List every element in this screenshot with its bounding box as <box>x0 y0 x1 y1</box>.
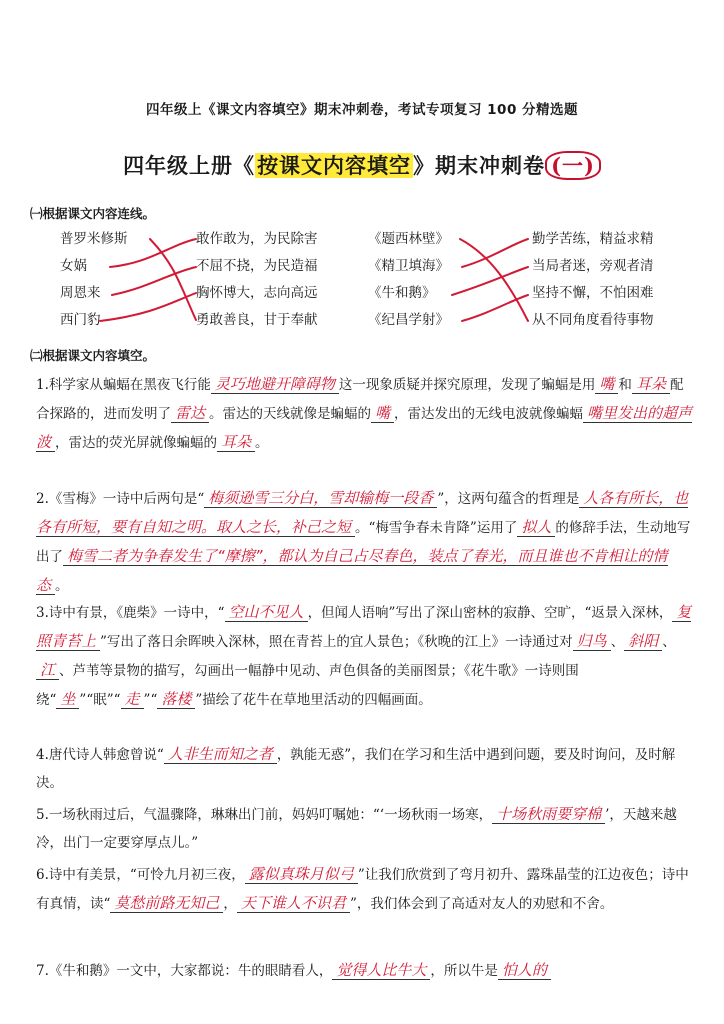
q-text: 2.《雪梅》一诗中后两句是“ <box>36 491 205 507</box>
question-6 <box>36 860 696 918</box>
q-text: ”描绘了花牛在草地里活动的四幅画面。 <box>195 692 432 708</box>
document-header: 四年级上《课文内容填空》期末冲刺卷，考试专项复习 100 分精选题 <box>145 102 579 118</box>
q-text: ”“眠”“ <box>79 692 121 708</box>
question-4 <box>36 740 696 797</box>
answer-blank[interactable]: 空山不见人 <box>225 603 308 622</box>
answer-blank[interactable]: 人各有所长，也各有所短，要有自知之明。取人之长，补己之短 <box>36 489 689 536</box>
list-item: 女娲 <box>60 258 87 274</box>
q-text: ，但闻人语响”写出了深山密林的寂静、空旷，“返景入深林， <box>307 605 673 621</box>
answer-blank[interactable]: 嘴 <box>595 375 618 394</box>
q-text: 7.《牛和鹅》一文中，大家都说：牛的眼睛看人， <box>36 963 333 979</box>
q-text: 、 <box>610 634 625 650</box>
answer-blank[interactable]: 嘴里发出的超声波 <box>36 404 693 451</box>
answer-blank[interactable]: 归鸟 <box>573 632 611 651</box>
title-highlight: 按课文内容填空 <box>257 153 412 178</box>
answer-blank[interactable]: 梅雪二者为争春发生了“摩擦”，都认为自己占尽春色，装点了春光，而且谁也不肯相让的情态 <box>36 547 668 594</box>
q-text: ，孰能无惑”，我们在学习和生活中遇到问题，要及时询问，及时解决。 <box>36 747 676 791</box>
list-item: 坚持不懈，不怕困难 <box>532 285 654 301</box>
match-line <box>452 267 528 295</box>
answer-blank[interactable]: 江 <box>36 661 59 680</box>
answer-blank[interactable]: 灵巧地避开障碍物 <box>211 375 339 394</box>
title-middle: 》期末冲刺卷 <box>413 153 546 178</box>
right-traits <box>532 226 654 334</box>
q-text: ”，这两句蕴含的哲理是 <box>437 491 580 507</box>
question-3 <box>36 598 696 714</box>
answer-blank[interactable]: 天下谁人不识君 <box>237 894 350 913</box>
answer-blank[interactable]: 露似真珠月似弓 <box>245 865 358 884</box>
q-text: ，所以牛是 <box>430 963 498 979</box>
section1-heading: ㈠根据课文内容连线。 <box>30 206 156 221</box>
q-text: 5.一场秋雨过后，气温骤降，琳琳出门前，妈妈叮嘱她：“‘一场秋雨一场寒， <box>36 807 493 823</box>
q-text: 4.唐代诗人韩愈曾说“ <box>36 747 164 763</box>
q-text: 。 <box>55 578 69 594</box>
list-item: 普罗米修斯 <box>60 231 128 247</box>
answer-blank[interactable]: 人非生而知之者 <box>164 745 277 764</box>
right-titles <box>368 226 449 334</box>
answer-blank[interactable]: 嘴 <box>371 404 394 423</box>
list-item: 周恩来 <box>60 285 101 301</box>
q-text: ”写出了落日余晖映入深林，照在青苔上的宜人景色；《秋晚的江上》一诗通过对 <box>100 634 573 650</box>
section2-heading: ㈡根据课文内容填空。 <box>30 348 156 363</box>
match-line <box>460 239 528 321</box>
q-text: 和 <box>618 377 632 393</box>
q-text: 。雷达的天线就像是蝙蝠的 <box>209 406 372 422</box>
list-item: 当局者迷，旁观者清 <box>532 258 654 274</box>
match-line <box>150 239 196 320</box>
match-line <box>462 295 528 321</box>
answer-blank[interactable]: 坐 <box>56 690 79 709</box>
answer-blank[interactable]: 耳朵 <box>632 375 670 394</box>
answer-blank[interactable]: 怕人的 <box>498 961 551 980</box>
q-text: ，雷达的荧光屏就像蝙蝠的 <box>55 435 218 451</box>
answer-blank[interactable]: 拟人 <box>517 518 555 537</box>
page-title <box>0 150 724 180</box>
list-item: 《精卫填海》 <box>368 258 449 274</box>
left-names <box>60 226 128 334</box>
q-text: ， <box>223 896 237 912</box>
answer-blank[interactable]: 十场秋雨要穿棉 <box>492 805 605 824</box>
title-prefix: 四年级上册《 <box>123 153 256 178</box>
answer-blank[interactable]: 复照青苔上 <box>36 603 692 650</box>
left-traits <box>196 226 318 334</box>
match-line <box>462 239 528 267</box>
answer-blank[interactable]: 走 <box>121 690 144 709</box>
list-item: 《纪昌学射》 <box>368 312 449 328</box>
question-5 <box>36 800 696 857</box>
q-text: ’，天越来越冷，出门一定要穿厚点儿。” <box>36 807 677 851</box>
list-item: 《牛和鹅》 <box>368 285 436 301</box>
question-7 <box>36 956 696 985</box>
list-item: 不屈不挠，为民造福 <box>196 258 318 274</box>
q-text: 配合探路的，进而发明了 <box>36 377 684 422</box>
answer-blank[interactable]: 斜阳 <box>624 632 662 651</box>
title-red-number: (一) <box>545 151 601 180</box>
answer-blank[interactable]: 莫愁前路无知己 <box>110 894 223 913</box>
list-item: 勇敢善良，甘于奉献 <box>196 312 318 328</box>
q-text: ”“ <box>143 692 158 708</box>
q-text: 的修辞手法，生动地写出了 <box>36 520 691 565</box>
question-1 <box>36 370 696 457</box>
list-item: 从不同角度看待事物 <box>532 312 654 328</box>
list-item: 《题西林壁》 <box>368 231 449 247</box>
list-item: 胸怀博大，志向高远 <box>196 285 318 301</box>
list-item: 敢作敢为，为民除害 <box>196 231 318 247</box>
question-2 <box>36 484 696 600</box>
list-item: 勤学苦练，精益求精 <box>532 231 654 247</box>
list-item: 西门豹 <box>60 312 101 328</box>
q-text: 1.科学家从蝙蝠在黑夜飞行能 <box>36 377 211 393</box>
q-text: ”，我们体会到了高适对友人的劝慰和不舍。 <box>349 896 614 912</box>
q-text: 、 <box>662 634 676 650</box>
q-text: 、芦苇等景物的描写，勾画出一幅静中见动、声色俱备的美丽图景；《花牛歌》一诗则围绕“ <box>36 663 579 708</box>
answer-blank[interactable]: 落楼 <box>157 690 195 709</box>
answer-blank[interactable]: 梅须逊雪三分白，雪却输梅一段香 <box>204 489 437 508</box>
answer-blank[interactable]: 雷达 <box>171 404 209 423</box>
q-text: ，雷达发出的无线电波就像蝙蝠 <box>394 406 584 422</box>
q-text: ”让我们欣赏到了弯月初升、露珠晶莹的江边夜色；诗中有真情，读“ <box>36 867 689 912</box>
answer-blank[interactable]: 觉得人比牛大 <box>332 961 430 980</box>
q-text: 6.诗中有美景，“可怜九月初三夜， <box>36 867 245 883</box>
answer-blank[interactable]: 耳朵 <box>217 433 255 452</box>
q-text: 3.诗中有景，《鹿柴》一诗中，“ <box>36 605 225 621</box>
q-text: 。 <box>255 435 269 451</box>
q-text: 这一现象质疑并探究原理，发现了蝙蝠是用 <box>338 377 596 393</box>
q-text: 。“梅雪争春未肯降”运用了 <box>355 520 518 536</box>
